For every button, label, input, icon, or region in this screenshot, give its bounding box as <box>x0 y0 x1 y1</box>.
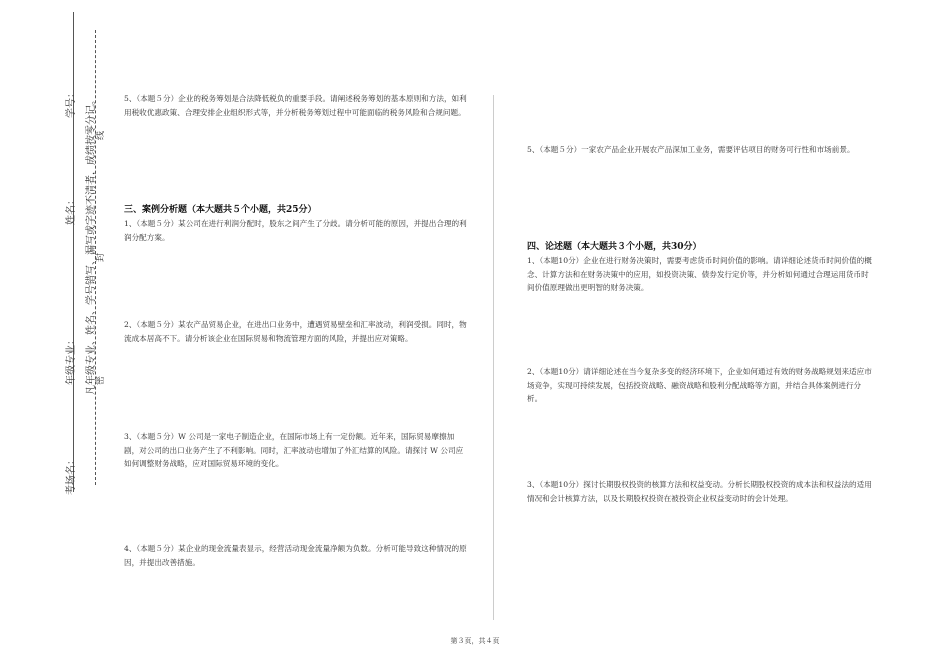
section-3-title: 三、案例分析题（本大题共５个小题，共25分） <box>124 205 317 215</box>
seal-mi: 密 <box>96 375 106 385</box>
case-question-2: 2、（本题５分）某农产品贸易企业，在进出口业务中，遭遇贸易壁垒和汇率波动，利润受损。同时，物流成本居高不下。请分析该企业在国际贸易和物流管理方面的风险，并提出应对策略。 <box>124 320 467 343</box>
case-question-4: 4、（本题５分）某企业的现金流量表显示，经营活动现金流量净额为负数。分析可能导致这种情况的原因，并提出改善措施。 <box>124 544 467 567</box>
case-question-1: 1、（本题５分）某公司在进行利润分配时，股东之间产生了分歧。请分析可能的原因，并提出合理的利润分配方案。 <box>124 219 467 242</box>
case-question-5: 5、（本题５分）一家农产品企业开展农产品深加工业务，需要评估项目的财务可行性和市场前景。 <box>527 145 855 154</box>
left-column <box>124 0 469 640</box>
binding-line-outer <box>73 12 74 492</box>
section-4-title: 四、论述题（本大题共３个小题，共30分） <box>527 242 702 252</box>
essay-question-2: 2、（本题10分）请详细论述在当今复杂多变的经济环境下，企业如何通过有效的财务战略规划来适应市场竞争，实现可持续发展，包括投资战略、融资战略和股利分配战略等方面，并结合具体案例进行分析。 <box>527 367 872 403</box>
case-question-3: 3、（本题５分）W 公司是一家电子制造企业，在国际市场上有一定份额。近年来，国际贸易摩擦加剧，对公司的出口业务产生了不利影响。同时，汇率波动也增加了外汇结算的风险。请探讨 W 公司应如何调整财务战略，应对国际贸易环境的变化。 <box>124 432 464 468</box>
right-column <box>527 0 872 640</box>
essay-question-3: 3、（本题10分）探讨长期股权投资的核算方法和权益变动。分析长期股权投资的成本法和权益法的适用情况和会计核算方法，以及长期股权投资在被投资企业权益变动时的会计处理。 <box>527 480 872 503</box>
seal-feng: 封 <box>96 252 106 262</box>
essay-question-1: 1、（本题10分）企业在进行财务决策时，需要考虑货币时间价值的影响。请详细论述货币时间价值的概念、计算方法和在财务决策中的应用，如投资决策、债券发行定价等，并分析如何通过合理运用货币时间价值原理做出更明智的财务决策。 <box>527 256 872 292</box>
binding-strip <box>0 0 110 672</box>
binding-warning: 凡年级专业、姓名、学号错写、漏写或字迹不清者，成绩按零分记。 <box>86 95 97 395</box>
grade-major-label: 年级专业： <box>66 335 77 385</box>
column-divider <box>493 95 494 620</box>
page-number: 第３页，共４页 <box>450 637 500 645</box>
name-label: 姓名： <box>66 195 77 225</box>
exam-room-label: 考场名： <box>66 455 77 495</box>
student-id-label: 学号： <box>66 88 77 118</box>
seal-xian: 线 <box>96 130 106 140</box>
question-tax-planning: 5、（本题５分）企业的税务筹划是合法降低税负的重要手段。请阐述税务筹划的基本原则和方法，如利用税收优惠政策、合理安排企业组织形式等，并分析税务筹划过程中可能面临的税务风险和合规问题。 <box>124 94 467 117</box>
